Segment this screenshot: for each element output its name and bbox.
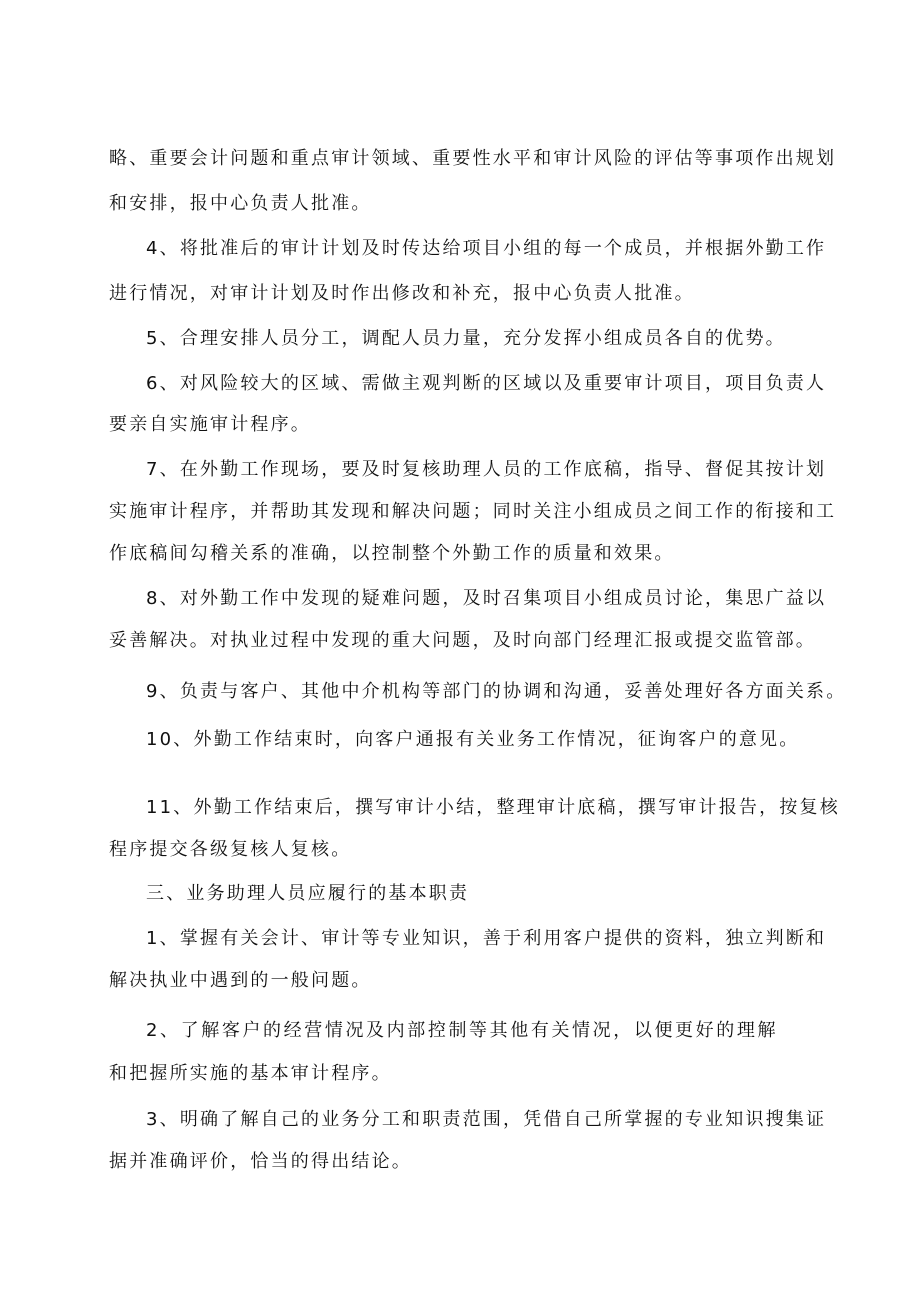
text-line: 和安排，报中心负责人批准。: [109, 193, 372, 214]
text-line: 2、了解客户的经营情况及内部控制等其他有关情况，以便更好的理解: [146, 1020, 779, 1041]
text-line: 略、重要会计问题和重点审计领域、重要性水平和审计风险的评估等事项作出规划: [109, 148, 837, 169]
text-line: 7、在外勤工作现场，要及时复核助理人员的工作底稿，指导、督促其按计划: [146, 459, 827, 480]
text-line: 5、合理安排人员分工，调配人员力量，充分发挥小组成员各自的优势。: [146, 328, 786, 349]
text-line: 10、外勤工作结束时，向客户通报有关业务工作情况，征询客户的意见。: [146, 729, 800, 750]
section-heading: 三、业务助理人员应履行的基本职责: [146, 883, 470, 904]
text-line: 妥善解决。对执业过程中发现的重大问题，及时向部门经理汇报或提交监管部。: [109, 630, 816, 651]
text-line: 8、对外勤工作中发现的疑难问题，及时召集项目小组成员讨论，集思广益以: [146, 588, 827, 609]
text-line: 和把握所实施的基本审计程序。: [109, 1063, 392, 1084]
text-line: 6、对风险较大的区域、需做主观判断的区域以及重要审计项目，项目负责人: [146, 373, 827, 394]
text-line: 要亲自实施审计程序。: [109, 414, 311, 435]
text-line: 实施审计程序，并帮助其发现和解决问题；同时关注小组成员之间工作的衔接和工: [109, 501, 837, 522]
text-line: 作底稿间勾稽关系的准确，以控制整个外勤工作的质量和效果。: [109, 543, 675, 564]
text-line: 程序提交各级复核人复核。: [109, 839, 352, 860]
text-line: 4、将批准后的审计计划及时传达给项目小组的每一个成员，并根据外勤工作: [146, 238, 827, 259]
text-line: 9、负责与客户、其他中介机构等部门的协调和沟通，妥善处理好各方面关系。: [146, 681, 847, 702]
text-line: 1、掌握有关会计、审计等专业知识，善于利用客户提供的资料，独立判断和: [146, 928, 827, 949]
text-line: 据并准确评价，恰当的得出结论。: [109, 1151, 412, 1172]
text-line: 进行情况，对审计计划及时作出修改和补充，报中心负责人批准。: [109, 283, 695, 304]
text-line: 3、明确了解自己的业务分工和职责范围，凭借自己所掌握的专业知识搜集证: [146, 1109, 827, 1130]
text-line: 解决执业中遇到的一般问题。: [109, 970, 372, 991]
text-line: 11、外勤工作结束后，撰写审计小结，整理审计底稿，撰写审计报告，按复核: [146, 797, 840, 818]
